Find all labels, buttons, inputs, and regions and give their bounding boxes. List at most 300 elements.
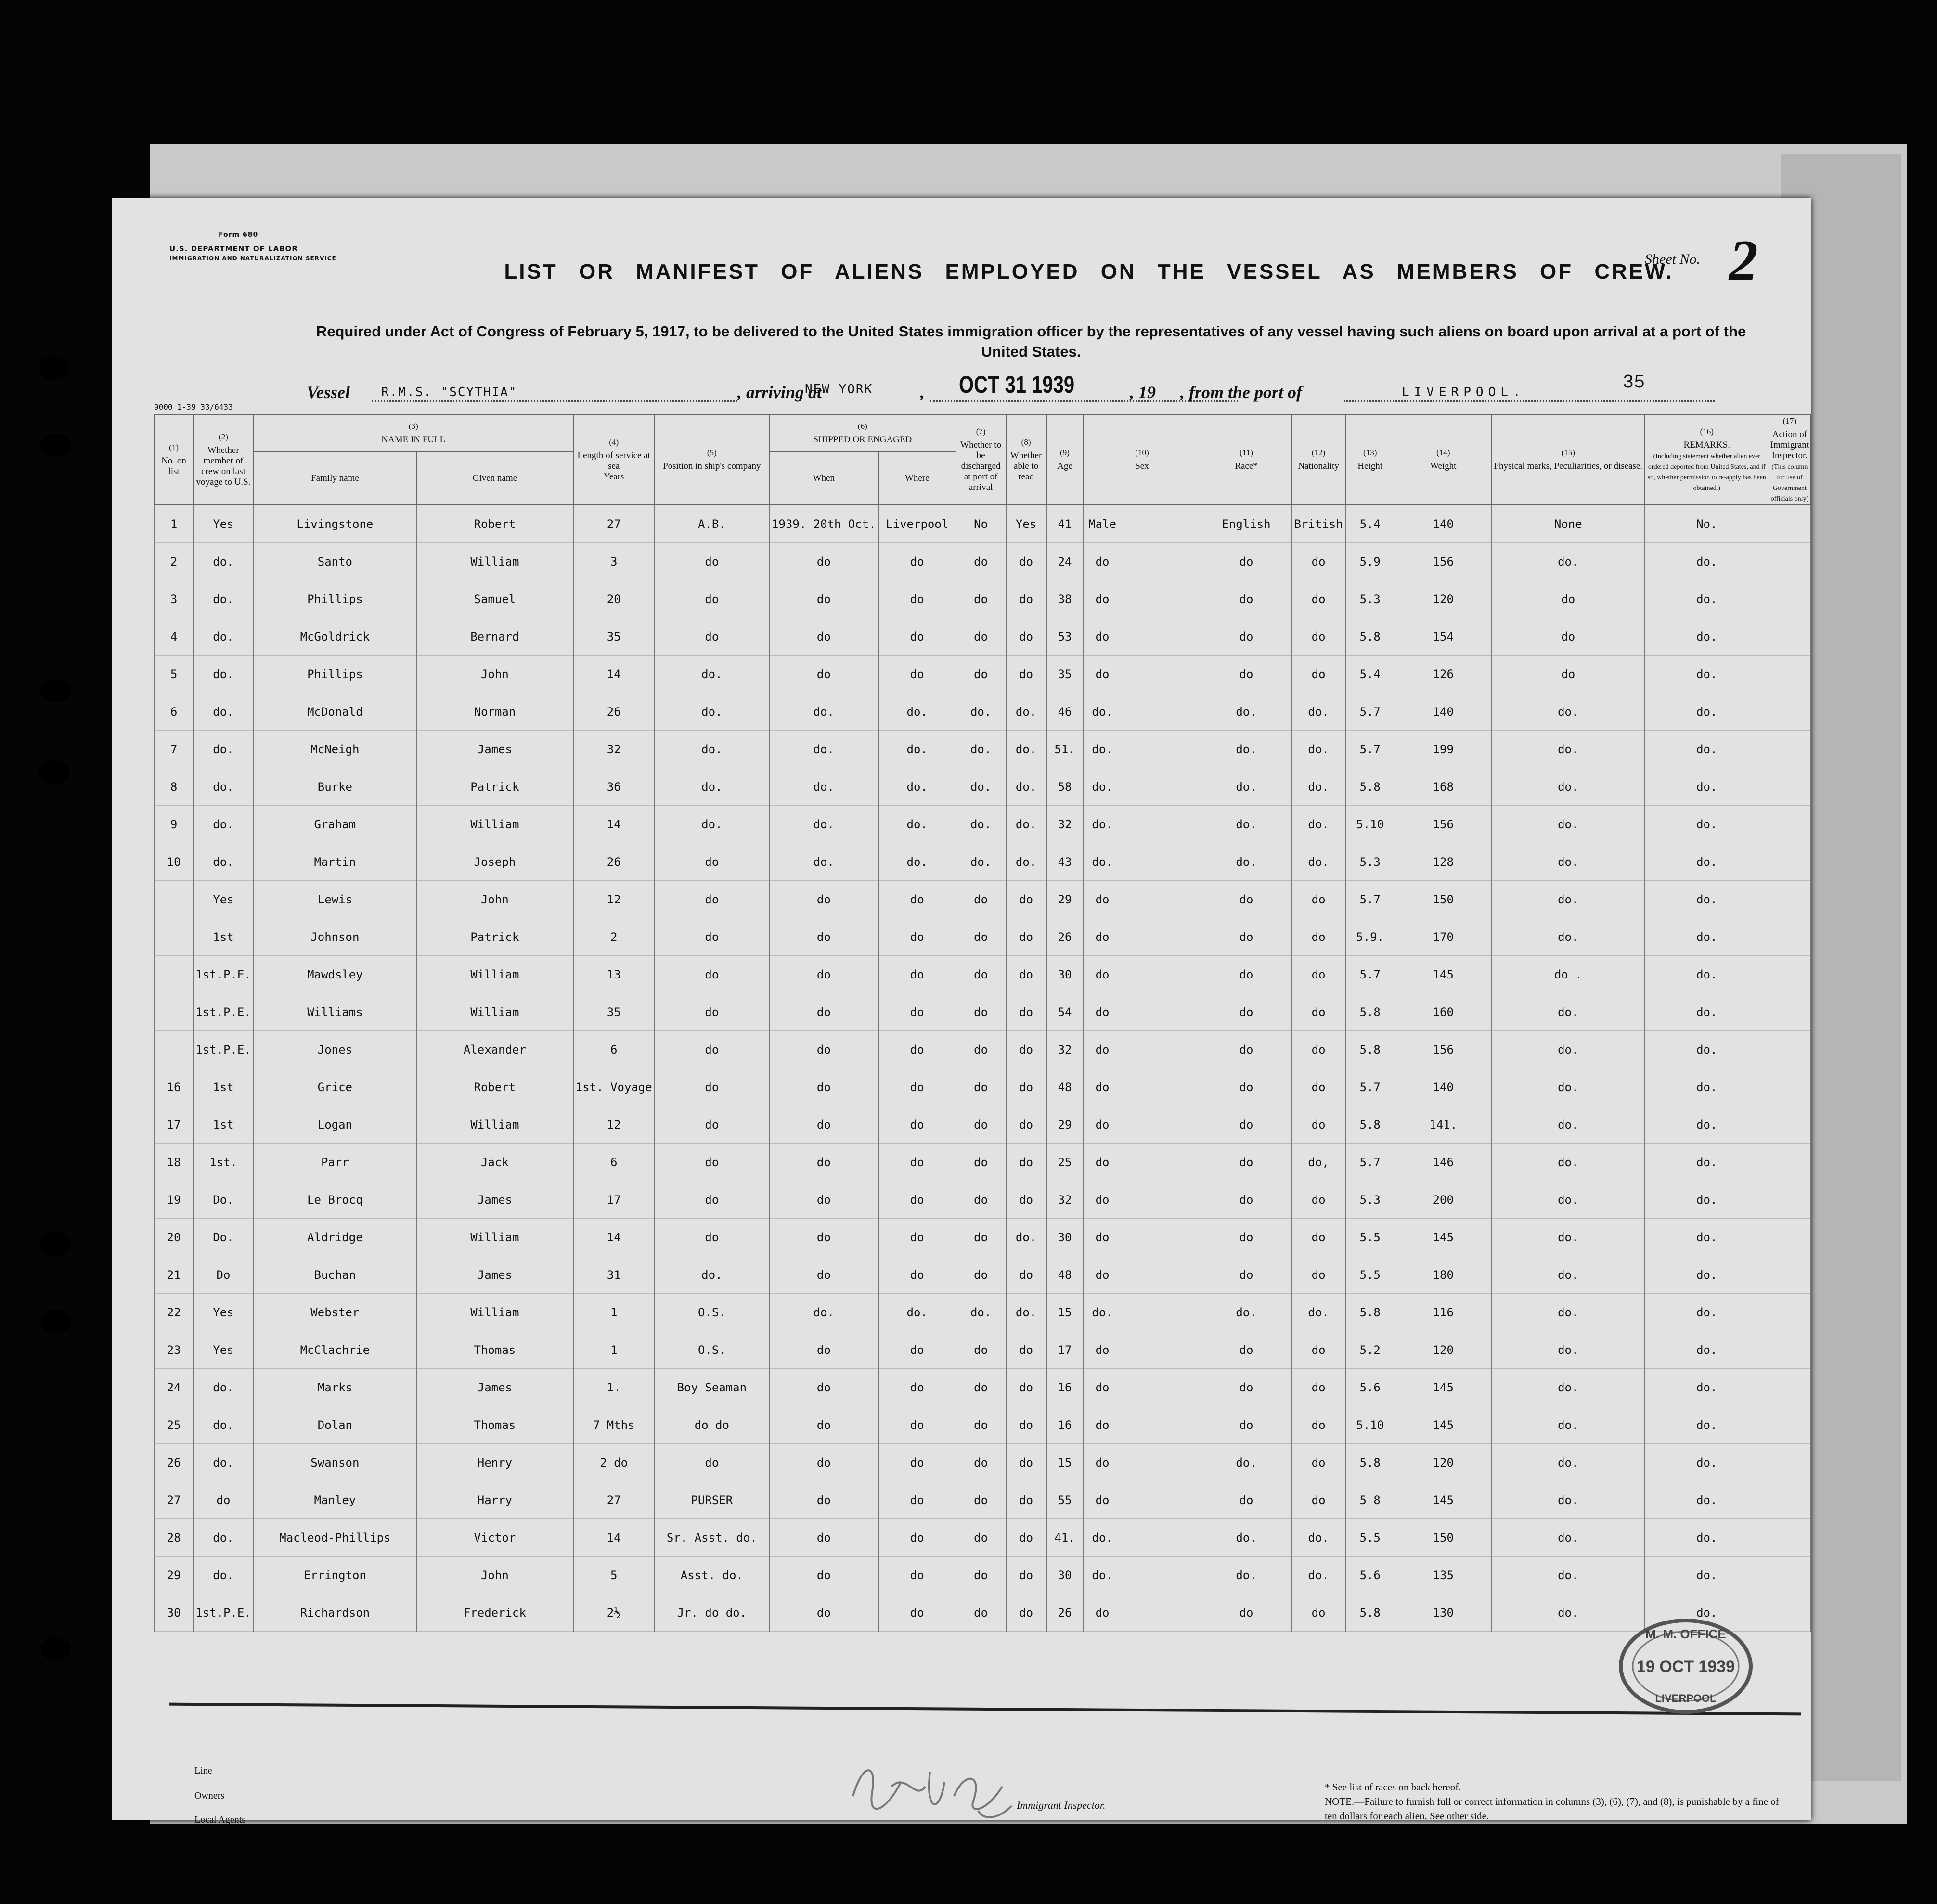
inspector-action-cell: [1769, 1444, 1810, 1481]
weight-cell: 128: [1395, 843, 1492, 881]
height-cell: 5.6: [1345, 1369, 1395, 1406]
col-header-weight: (14) Weight: [1395, 414, 1492, 505]
race-cell: do: [1201, 618, 1292, 656]
table-row: [155, 881, 1810, 918]
table-row: [155, 1444, 1810, 1481]
row-number-cell: 8: [155, 768, 193, 806]
sex-cell: do: [1083, 1594, 1121, 1632]
able-to-read-cell: do.: [1006, 768, 1046, 806]
given-name-cell: Samuel: [416, 580, 573, 618]
height-cell: 5.7: [1345, 731, 1395, 768]
physical-marks-cell: do: [1492, 618, 1645, 656]
vessel-label: Vessel: [307, 383, 350, 402]
col-header-remarks: (16) REMARKS. (Including statement whether alien ever ordered deported from United States, and if so, whether permission to re-apply has been obtained.): [1645, 414, 1769, 505]
inspector-action-cell: [1769, 1144, 1810, 1181]
row-number-cell: 2: [155, 543, 193, 580]
last-voyage-cell: do.: [193, 806, 254, 843]
sex-spacer-cell: [1121, 1594, 1201, 1632]
last-voyage-cell: do.: [193, 843, 254, 881]
position-cell: Boy Seaman: [655, 1369, 769, 1406]
page-title: LIST OR MANIFEST OF ALIENS EMPLOYED ON THE VESSEL AS MEMBERS OF CREW.: [504, 260, 1674, 283]
age-cell: 32: [1046, 1181, 1084, 1219]
age-cell: 41: [1046, 505, 1084, 543]
given-name-cell: William: [416, 956, 573, 993]
table-row: [155, 1256, 1810, 1294]
nationality-cell: do.: [1292, 843, 1345, 881]
remarks-cell: do.: [1645, 768, 1769, 806]
col-header-age: (9) Age: [1046, 414, 1084, 505]
inspector-action-cell: [1769, 1331, 1810, 1369]
sex-spacer-cell: [1121, 1031, 1201, 1068]
sex-spacer-cell: [1121, 1144, 1201, 1181]
remarks-cell: do.: [1645, 1594, 1769, 1632]
table-row: [155, 843, 1810, 881]
sex-spacer-cell: [1121, 1369, 1201, 1406]
sex-cell: do: [1083, 1219, 1121, 1256]
position-cell: do.: [655, 1256, 769, 1294]
col-header-shipped: (6) SHIPPED OR ENGAGED: [769, 414, 956, 452]
row-number-cell: 9: [155, 806, 193, 843]
service-years-cell: 1.: [573, 1369, 655, 1406]
remarks-cell: No.: [1645, 505, 1769, 543]
shipped-when-cell: do: [769, 1144, 878, 1181]
age-cell: 16: [1046, 1369, 1084, 1406]
race-cell: do: [1201, 881, 1292, 918]
remarks-cell: do.: [1645, 1406, 1769, 1444]
age-cell: 16: [1046, 1406, 1084, 1444]
shipped-where-cell: Liverpool: [878, 505, 956, 543]
shipped-when-cell: do: [769, 1369, 878, 1406]
discharged-cell: do.: [956, 843, 1006, 881]
shipped-where-cell: do: [878, 1256, 956, 1294]
weight-cell: 168: [1395, 768, 1492, 806]
sex-spacer-cell: [1121, 543, 1201, 580]
weight-cell: 120: [1395, 580, 1492, 618]
family-name-cell: Burke: [254, 768, 416, 806]
office-stamp: [1614, 1613, 1758, 1719]
row-number-cell: 19: [155, 1181, 193, 1219]
row-number-cell: 4: [155, 618, 193, 656]
physical-marks-cell: do.: [1492, 843, 1645, 881]
family-name-cell: Livingstone: [254, 505, 416, 543]
last-voyage-cell: do.: [193, 618, 254, 656]
last-voyage-cell: Yes: [193, 1294, 254, 1331]
inspector-action-cell: [1769, 580, 1810, 618]
remarks-cell: do.: [1645, 1369, 1769, 1406]
sex-cell: do: [1083, 1181, 1121, 1219]
discharged-cell: do: [956, 580, 1006, 618]
remarks-cell: do.: [1645, 1106, 1769, 1144]
able-to-read-cell: do.: [1006, 731, 1046, 768]
physical-marks-cell: do.: [1492, 693, 1645, 731]
physical-marks-cell: do.: [1492, 1068, 1645, 1106]
dotted-line: [372, 400, 737, 402]
discharged-cell: do.: [956, 806, 1006, 843]
able-to-read-cell: do: [1006, 580, 1046, 618]
able-to-read-cell: do: [1006, 1519, 1046, 1557]
able-to-read-cell: do: [1006, 956, 1046, 993]
sex-cell: do: [1083, 1481, 1121, 1519]
race-cell: do: [1201, 543, 1292, 580]
inspector-action-cell: [1769, 1068, 1810, 1106]
physical-marks-cell: do.: [1492, 1557, 1645, 1594]
age-cell: 15: [1046, 1294, 1084, 1331]
shipped-when-cell: do: [769, 1557, 878, 1594]
family-name-cell: Graham: [254, 806, 416, 843]
manifest-sheet: [112, 198, 1811, 1825]
height-cell: 5.10: [1345, 1406, 1395, 1444]
remarks-cell: do.: [1645, 1068, 1769, 1106]
service-years-cell: 2 do: [573, 1444, 655, 1481]
given-name-cell: Patrick: [416, 768, 573, 806]
sex-cell: do: [1083, 1256, 1121, 1294]
sex-cell: do: [1083, 956, 1121, 993]
remarks-cell: do.: [1645, 1294, 1769, 1331]
comma-separator: ,: [920, 383, 925, 402]
given-name-cell: Patrick: [416, 918, 573, 956]
given-name-cell: Joseph: [416, 843, 573, 881]
sex-spacer-cell: [1121, 1519, 1201, 1557]
col-header-when: When: [769, 452, 878, 505]
last-voyage-cell: Yes: [193, 881, 254, 918]
sex-spacer-cell: [1121, 1106, 1201, 1144]
age-cell: 17: [1046, 1331, 1084, 1369]
arrival-date-stamp: OCT 31 1939: [959, 371, 1075, 398]
penalty-note: NOTE.—Failure to furnish full or correct information in columns (3), (6), (7), and (8), is punishable by a fine of ten dollars for each alien. See other side.: [1325, 1796, 1779, 1822]
sex-cell: do: [1083, 1068, 1121, 1106]
last-voyage-cell: 1st.P.E.: [193, 1031, 254, 1068]
height-cell: 5.8: [1345, 1106, 1395, 1144]
shipped-where-cell: do.: [878, 806, 956, 843]
sex-spacer-cell: [1121, 1256, 1201, 1294]
physical-marks-cell: do.: [1492, 1519, 1645, 1557]
discharged-cell: do: [956, 1406, 1006, 1444]
remarks-cell: do.: [1645, 806, 1769, 843]
able-to-read-cell: do: [1006, 1557, 1046, 1594]
weight-cell: 120: [1395, 1444, 1492, 1481]
given-name-cell: James: [416, 1369, 573, 1406]
table-row: [155, 1294, 1810, 1331]
nationality-cell: do: [1292, 1406, 1345, 1444]
punch-hole: [39, 356, 69, 380]
table-row: [155, 1481, 1810, 1519]
punch-hole: [39, 760, 69, 785]
table-row: [155, 580, 1810, 618]
weight-cell: 199: [1395, 731, 1492, 768]
family-name-cell: Phillips: [254, 580, 416, 618]
inspector-action-cell: [1769, 1594, 1810, 1632]
height-cell: 5.7: [1345, 881, 1395, 918]
shipped-when-cell: do: [769, 1219, 878, 1256]
given-name-cell: William: [416, 1294, 573, 1331]
height-cell: 5.5: [1345, 1256, 1395, 1294]
given-name-cell: Victor: [416, 1519, 573, 1557]
shipped-when-cell: do: [769, 993, 878, 1031]
shipped-where-cell: do: [878, 1594, 956, 1632]
service-years-cell: 31: [573, 1256, 655, 1294]
row-number-cell: 27: [155, 1481, 193, 1519]
nationality-cell: do: [1292, 1031, 1345, 1068]
sex-cell: do: [1083, 543, 1121, 580]
weight-cell: 140: [1395, 693, 1492, 731]
sex-cell: Male: [1083, 505, 1121, 543]
physical-marks-cell: do.: [1492, 543, 1645, 580]
position-cell: Asst. do.: [655, 1557, 769, 1594]
discharged-cell: do: [956, 1031, 1006, 1068]
position-cell: do: [655, 1031, 769, 1068]
shipped-where-cell: do: [878, 618, 956, 656]
last-voyage-cell: do.: [193, 1557, 254, 1594]
age-cell: 54: [1046, 993, 1084, 1031]
given-name-cell: Bernard: [416, 618, 573, 656]
table-row: [155, 1144, 1810, 1181]
table-row: [155, 1406, 1810, 1444]
discharged-cell: do: [956, 1106, 1006, 1144]
age-cell: 29: [1046, 881, 1084, 918]
stamp-city-text: LIVERPOOL: [1655, 1692, 1717, 1704]
remarks-cell: do.: [1645, 1181, 1769, 1219]
position-cell: do: [655, 543, 769, 580]
physical-marks-cell: do.: [1492, 1256, 1645, 1294]
shipped-when-cell: do: [769, 1406, 878, 1444]
shipped-where-cell: do: [878, 918, 956, 956]
col-header-position: (5) Position in ship's company: [655, 414, 769, 505]
col-header-given-name: Given name: [416, 452, 573, 505]
height-cell: 5.3: [1345, 843, 1395, 881]
given-name-cell: James: [416, 731, 573, 768]
service-years-cell: 1st. Voyage: [573, 1068, 655, 1106]
age-cell: 48: [1046, 1256, 1084, 1294]
age-cell: 58: [1046, 768, 1084, 806]
able-to-read-cell: do: [1006, 993, 1046, 1031]
position-cell: A.B.: [655, 505, 769, 543]
shipped-where-cell: do: [878, 1406, 956, 1444]
inspector-action-cell: [1769, 618, 1810, 656]
sex-spacer-cell: [1121, 993, 1201, 1031]
position-cell: do.: [655, 693, 769, 731]
able-to-read-cell: do.: [1006, 1219, 1046, 1256]
physical-marks-cell: do.: [1492, 1106, 1645, 1144]
sex-cell: do: [1083, 1144, 1121, 1181]
position-cell: do: [655, 580, 769, 618]
shipped-where-cell: do: [878, 1557, 956, 1594]
discharged-cell: do: [956, 1557, 1006, 1594]
shipped-when-cell: do: [769, 1181, 878, 1219]
shipped-where-cell: do: [878, 881, 956, 918]
given-name-cell: Norman: [416, 693, 573, 731]
last-voyage-cell: do: [193, 1481, 254, 1519]
family-name-cell: Johnson: [254, 918, 416, 956]
remarks-cell: do.: [1645, 731, 1769, 768]
table-row: [155, 1594, 1810, 1632]
position-cell: do: [655, 993, 769, 1031]
inspector-action-cell: [1769, 1294, 1810, 1331]
service-years-cell: 14: [573, 1519, 655, 1557]
physical-marks-cell: do.: [1492, 1444, 1645, 1481]
physical-marks-cell: do.: [1492, 1181, 1645, 1219]
sex-cell: do: [1083, 1444, 1121, 1481]
last-voyage-cell: 1st.P.E.: [193, 956, 254, 993]
shipped-when-cell: do: [769, 1256, 878, 1294]
sex-spacer-cell: [1121, 618, 1201, 656]
remarks-cell: do.: [1645, 580, 1769, 618]
form-code: 9000 1-39 33/6433: [154, 402, 233, 412]
table-row: [155, 1106, 1810, 1144]
discharged-cell: do: [956, 956, 1006, 993]
family-name-cell: Parr: [254, 1144, 416, 1181]
from-port-label: , from the port of: [1180, 383, 1303, 402]
weight-cell: 156: [1395, 543, 1492, 580]
shipped-where-cell: do: [878, 956, 956, 993]
shipped-where-cell: do: [878, 1106, 956, 1144]
race-cell: do: [1201, 1106, 1292, 1144]
height-cell: 5.8: [1345, 1294, 1395, 1331]
table-row: [155, 806, 1810, 843]
table-row: [155, 1031, 1810, 1068]
nationality-cell: do: [1292, 656, 1345, 693]
row-number-cell: [155, 918, 193, 956]
service-years-cell: 20: [573, 580, 655, 618]
row-number-cell: 16: [155, 1068, 193, 1106]
race-cell: English: [1201, 505, 1292, 543]
sex-spacer-cell: [1121, 1331, 1201, 1369]
position-cell: do: [655, 956, 769, 993]
discharged-cell: do: [956, 881, 1006, 918]
nationality-cell: do: [1292, 1331, 1345, 1369]
row-number-cell: 20: [155, 1219, 193, 1256]
position-cell: do: [655, 843, 769, 881]
table-row: [155, 956, 1810, 993]
shipped-where-cell: do.: [878, 1294, 956, 1331]
height-cell: 5.2: [1345, 1331, 1395, 1369]
given-name-cell: William: [416, 1106, 573, 1144]
family-name-cell: Macleod-Phillips: [254, 1519, 416, 1557]
sex-spacer-cell: [1121, 918, 1201, 956]
remarks-cell: do.: [1645, 881, 1769, 918]
table-row: [155, 505, 1810, 543]
race-cell: do: [1201, 1594, 1292, 1632]
service-years-cell: 6: [573, 1144, 655, 1181]
row-number-cell: 23: [155, 1331, 193, 1369]
remarks-cell: do.: [1645, 1519, 1769, 1557]
height-cell: 5.3: [1345, 1181, 1395, 1219]
service-years-cell: 1: [573, 1331, 655, 1369]
shipped-where-cell: do: [878, 580, 956, 618]
service-years-cell: 3: [573, 543, 655, 580]
sex-cell: do.: [1083, 1294, 1121, 1331]
col-header-where: Where: [878, 452, 956, 505]
shipped-when-cell: do: [769, 956, 878, 993]
discharged-cell: do.: [956, 731, 1006, 768]
service-years-cell: 27: [573, 505, 655, 543]
row-number-cell: 17: [155, 1106, 193, 1144]
family-name-cell: Logan: [254, 1106, 416, 1144]
given-name-cell: Henry: [416, 1444, 573, 1481]
remarks-cell: do.: [1645, 1219, 1769, 1256]
nationality-cell: do.: [1292, 768, 1345, 806]
table-row: [155, 1219, 1810, 1256]
race-cell: do: [1201, 1481, 1292, 1519]
remarks-cell: do.: [1645, 1444, 1769, 1481]
service-years-cell: 12: [573, 881, 655, 918]
row-number-cell: 10: [155, 843, 193, 881]
page-subtitle: Required under Act of Congress of February 5, 1917, to be delivered to the United States immigration officer by the representatives of any vessel having such aliens on board upon arrival at a port of the United States.: [316, 323, 1746, 360]
height-cell: 5.7: [1345, 1144, 1395, 1181]
family-name-cell: Swanson: [254, 1444, 416, 1481]
row-number-cell: [155, 881, 193, 918]
discharged-cell: do: [956, 1068, 1006, 1106]
weight-cell: 170: [1395, 918, 1492, 956]
given-name-cell: William: [416, 806, 573, 843]
remarks-cell: do.: [1645, 843, 1769, 881]
sex-cell: do: [1083, 656, 1121, 693]
inspector-action-cell: [1769, 1557, 1810, 1594]
discharged-cell: do: [956, 993, 1006, 1031]
inspector-action-cell: [1769, 731, 1810, 768]
last-voyage-cell: do.: [193, 1444, 254, 1481]
sex-spacer-cell: [1121, 1068, 1201, 1106]
race-cell: do: [1201, 1181, 1292, 1219]
discharged-cell: do: [956, 1481, 1006, 1519]
crew-manifest-table: [154, 414, 1811, 1632]
punch-hole: [40, 433, 71, 457]
given-name-cell: Frederick: [416, 1594, 573, 1632]
family-name-cell: Errington: [254, 1557, 416, 1594]
footer-note: [1325, 1780, 1787, 1823]
able-to-read-cell: do: [1006, 1406, 1046, 1444]
inspector-action-cell: [1769, 543, 1810, 580]
last-voyage-cell: 1st: [193, 1106, 254, 1144]
nationality-cell: do: [1292, 580, 1345, 618]
nationality-cell: do: [1292, 1256, 1345, 1294]
able-to-read-cell: do: [1006, 918, 1046, 956]
height-cell: 5.8: [1345, 618, 1395, 656]
age-cell: 46: [1046, 693, 1084, 731]
height-cell: 5.9.: [1345, 918, 1395, 956]
row-number-cell: 29: [155, 1557, 193, 1594]
remarks-cell: do.: [1645, 543, 1769, 580]
discharged-cell: do: [956, 543, 1006, 580]
position-cell: do: [655, 1219, 769, 1256]
physical-marks-cell: do.: [1492, 1294, 1645, 1331]
stamp-date-text: 19 OCT 1939: [1636, 1658, 1735, 1676]
shipped-when-cell: do.: [769, 693, 878, 731]
able-to-read-cell: do: [1006, 881, 1046, 918]
age-cell: 55: [1046, 1481, 1084, 1519]
inspector-action-cell: [1769, 1519, 1810, 1557]
family-name-cell: Richardson: [254, 1594, 416, 1632]
able-to-read-cell: do.: [1006, 1294, 1046, 1331]
shipped-where-cell: do.: [878, 768, 956, 806]
sex-cell: do.: [1083, 1519, 1121, 1557]
able-to-read-cell: do: [1006, 1256, 1046, 1294]
weight-cell: 126: [1395, 656, 1492, 693]
race-cell: do.: [1201, 1519, 1292, 1557]
row-number-cell: [155, 993, 193, 1031]
family-name-cell: McGoldrick: [254, 618, 416, 656]
remarks-cell: do.: [1645, 1557, 1769, 1594]
row-number-cell: 25: [155, 1406, 193, 1444]
remarks-cell: do.: [1645, 1144, 1769, 1181]
weight-cell: 156: [1395, 806, 1492, 843]
col-header-read: (8) Whether able to read: [1006, 414, 1046, 505]
height-cell: 5.4: [1345, 656, 1395, 693]
col-header-race: (11) Race*: [1201, 414, 1292, 505]
weight-cell: 145: [1395, 1406, 1492, 1444]
sex-spacer-cell: [1121, 1219, 1201, 1256]
race-cell: do: [1201, 580, 1292, 618]
remarks-cell: do.: [1645, 918, 1769, 956]
